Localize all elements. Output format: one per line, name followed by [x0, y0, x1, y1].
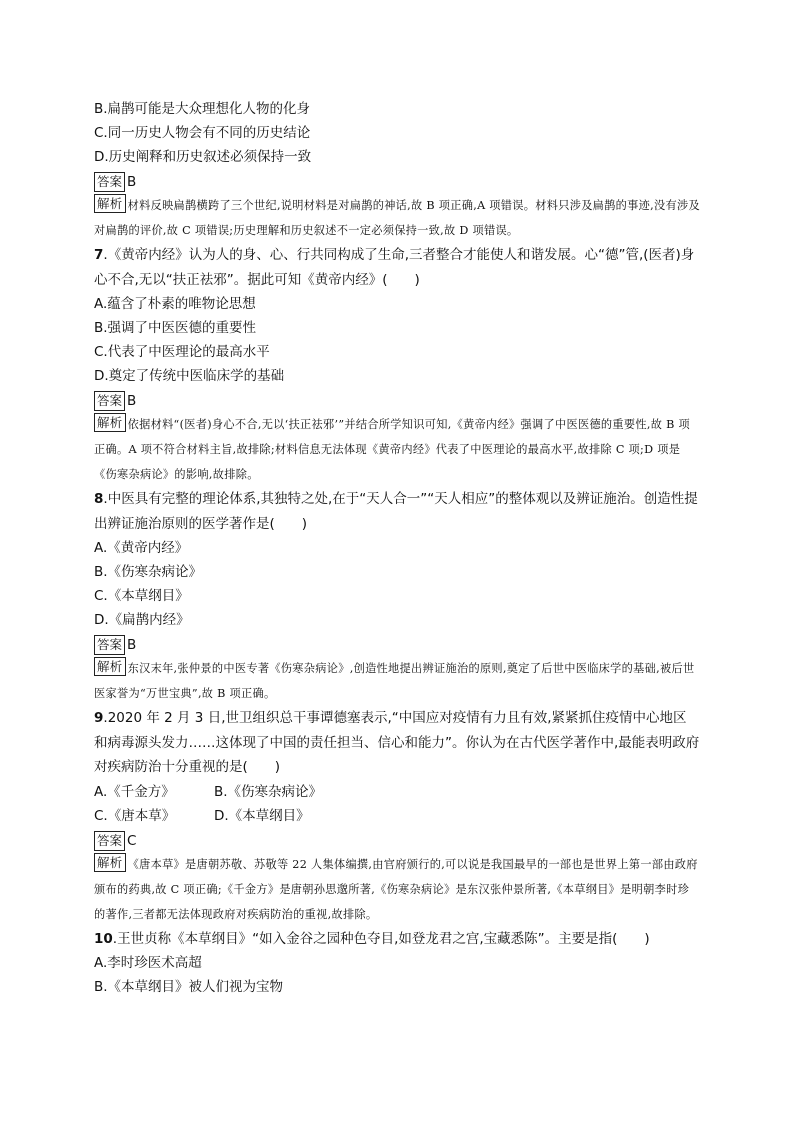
- q8-answer: [94, 634, 700, 656]
- question-text: .中医具有完整的理论体系,其独特之处,在于“天人合一”“天人相应”的整体观以及辨证施治。创造性提出辨证施治原则的医学著作是( ): [94, 491, 698, 532]
- answer-tag: 答案: [94, 831, 125, 851]
- q9-options-row-2: [94, 804, 700, 828]
- analysis-tag: 解析: [94, 194, 126, 213]
- answer-value: B: [127, 393, 137, 409]
- analysis-text: 东汉末年,张仲景的中医专著《伤寒杂病论》,创造性地提出辨证施治的原则,奠定了后世中医临床学的基础,被后世医家誉为“万世宝典”,故 B 项正确。: [94, 662, 695, 700]
- q9-option-b: B.《伤寒杂病论》: [214, 783, 323, 800]
- question-text: .《黄帝内经》认为人的身、心、行共同构成了生命,三者整合才能使人和谐发展。心“德”管,(医者)身心不合,无以“扶正祛邪”。据此可知《黄帝内经》( ): [94, 247, 695, 288]
- answer-tag: 答案: [94, 391, 125, 411]
- q10-option-b: B.《本草纲目》被人们视为宝物: [94, 979, 284, 995]
- q9-stem: [94, 706, 700, 780]
- q9-options-row-1: [94, 780, 700, 804]
- q9-answer: [94, 830, 700, 852]
- q8-option-d: D.《扁鹊内经》: [94, 612, 190, 628]
- q7-option-a: A.蕴含了朴素的唯物论思想: [94, 296, 256, 312]
- answer-value: B: [127, 174, 137, 190]
- analysis-tag: 解析: [94, 413, 126, 432]
- q10-option-a: A.李时珍医术高超: [94, 955, 202, 971]
- q7-option-d: D.奠定了传统中医临床学的基础: [94, 368, 285, 384]
- q8-option-c: C.《本草纲目》: [94, 588, 189, 604]
- question-number: 7: [94, 247, 104, 263]
- q7-option-c: C.代表了中医理论的最高水平: [94, 344, 270, 360]
- q8-option-a: A.《黄帝内经》: [94, 540, 189, 556]
- q9-option-a: A.《千金方》: [94, 783, 175, 800]
- q6-analysis: [94, 193, 700, 243]
- analysis-text: 材料反映扁鹊横跨了三个世纪,说明材料是对扁鹊的神话,故 B 项正确,A 项错误。材料只涉及扁鹊的事迹,没有涉及对扁鹊的评价,故 C 项错误;历史理解和历史叙述不一定必须保持一致,故 D 项错误。: [94, 199, 700, 237]
- q6-option-b: B.扁鹊可能是大众理想化人物的化身: [94, 101, 311, 117]
- document-page: [94, 97, 700, 999]
- question-number: 10: [94, 930, 113, 947]
- analysis-tag: 解析: [94, 853, 126, 872]
- analysis-tag: 解析: [94, 657, 126, 676]
- q7-analysis: [94, 412, 700, 487]
- answer-value: C: [127, 832, 137, 849]
- q8-option-b: B.《伤寒杂病论》: [94, 564, 203, 580]
- question-text: .2020 年 2 月 3 日,世卫组织总干事谭德塞表示,“中国应对疫情有力且有效,紧紧抓住疫情中心地区和病毒源头发力……这体现了中国的责任担当、信心和能力”。你认为在古代医学著作中,最能表明政府对疾病防治十分重视的是( ): [94, 710, 700, 775]
- answer-tag: 答案: [94, 172, 125, 192]
- q9-option-c: C.《唐本草》: [94, 807, 176, 824]
- answer-tag: 答案: [94, 635, 125, 655]
- q6-option-c: C.同一历史人物会有不同的历史结论: [94, 125, 311, 141]
- q9-option-d: D.《本草纲目》: [214, 807, 310, 824]
- question-number: 9: [94, 710, 104, 726]
- q7-answer: [94, 390, 700, 412]
- q8-stem: [94, 487, 700, 536]
- q7-stem: [94, 243, 700, 292]
- question-text: .王世贞称《本草纲目》“如入金谷之园种色夺目,如登龙君之宫,宝藏悉陈”。主要是指( ): [112, 930, 650, 947]
- analysis-text: 依据材料“(医者)身心不合,无以‘扶正祛邪’”并结合所学知识可知,《黄帝内经》强调了中医医德的重要性,故 B 项正确。A 项不符合材料主旨,故排除;材料信息无法体现《黄帝内经》代表了中医理论的最高水平,故排除 C 项;D 项是《伤寒杂病论》的影响,故排除。: [94, 418, 690, 481]
- q6-option-d: D.历史阐释和历史叙述必须保持一致: [94, 149, 312, 165]
- q10-stem: [94, 927, 700, 952]
- question-number: 8: [94, 491, 104, 507]
- answer-value: B: [127, 637, 137, 653]
- q7-option-b: B.强调了中医医德的重要性: [94, 320, 257, 336]
- q6-answer: [94, 171, 700, 193]
- analysis-text: 《唐本草》是唐朝苏敬、苏敬等 22 人集体编撰,由官府颁行的,可以说是我国最早的一部也是世界上第一部由政府颁布的药典,故 C 项正确;《千金方》是唐朝孙思邈所著,《伤寒杂病论》是东汉张仲景所著,《本草纲目》是明朝李时珍的著作,三者都无法体现政府对疾病防治的重视,故排除。: [94, 857, 698, 921]
- q9-analysis: [94, 852, 700, 927]
- q8-analysis: [94, 656, 700, 706]
